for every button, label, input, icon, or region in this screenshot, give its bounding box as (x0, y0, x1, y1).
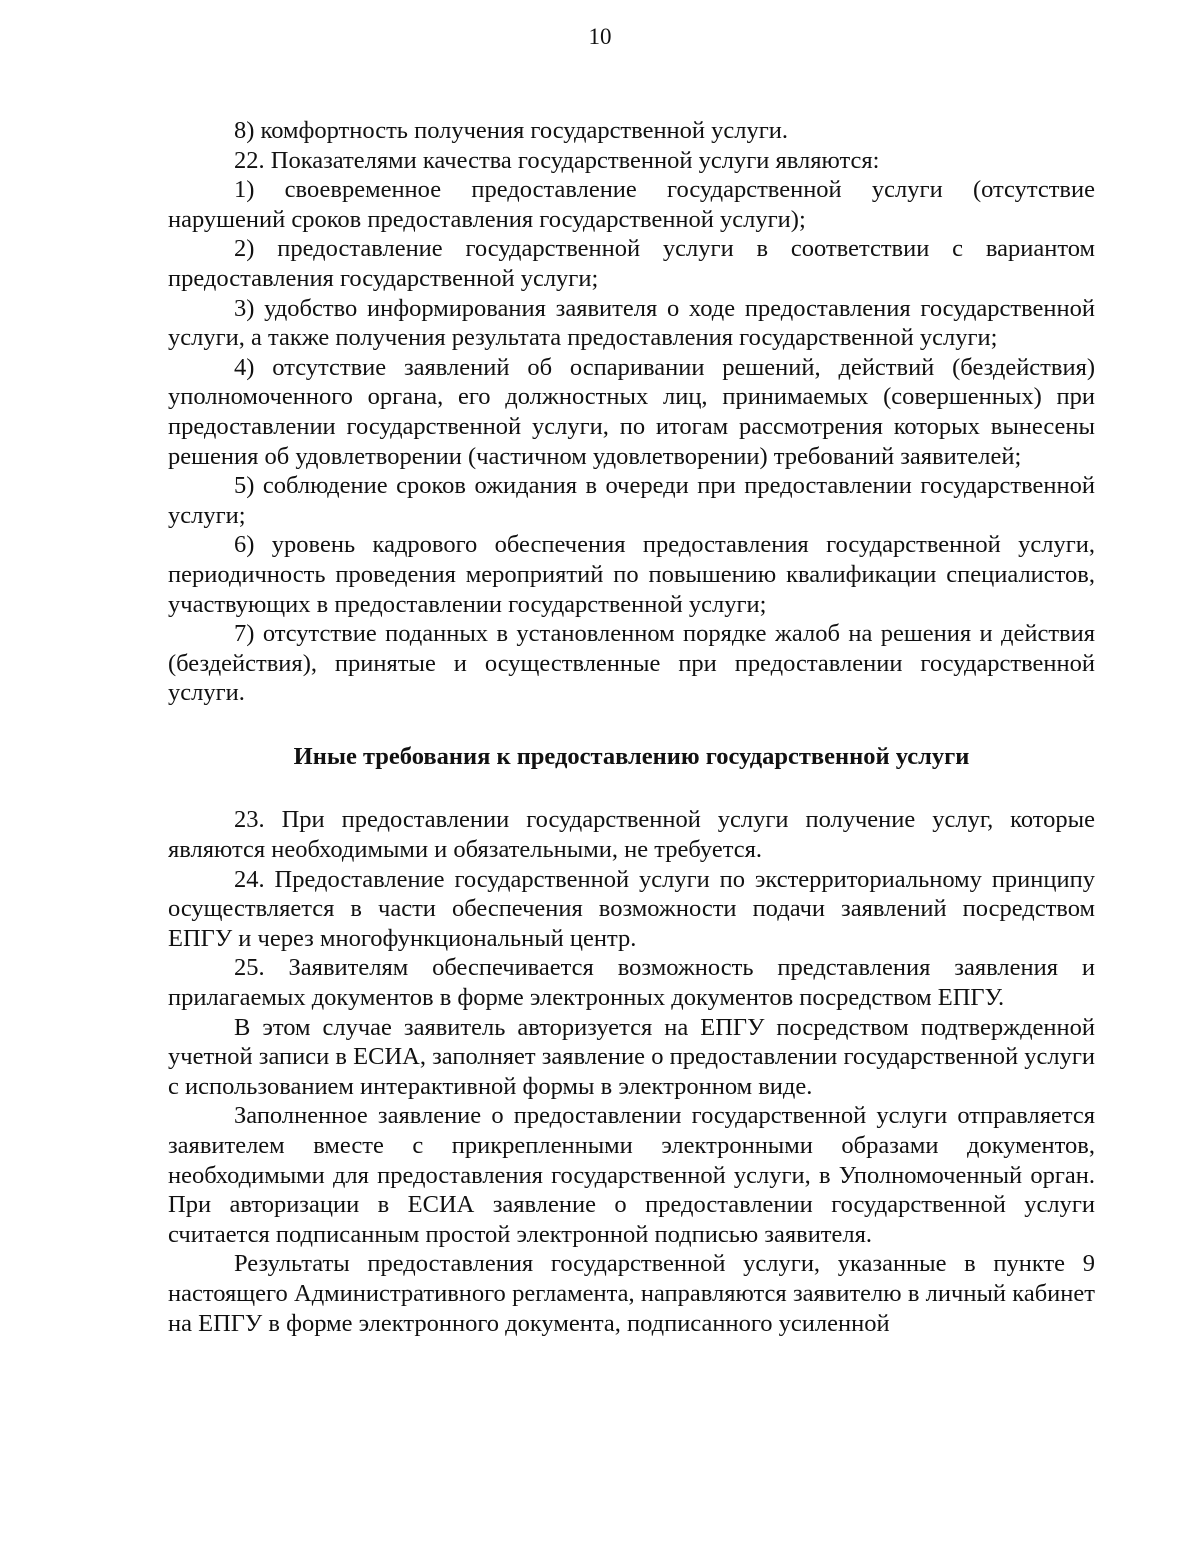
list-item-2: 2) предоставление государственной услуги в соответствии с вариантом предоставления государственной услуги; (168, 235, 1095, 292)
clause-25: 25. Заявителям обеспечивается возможность представления заявления и прилагаемых документов в форме электронных документов посредством ЕПГУ. (168, 954, 1095, 1012)
clause-24: 24. Предоставление государственной услуги по экстерриториальному принципу осуществляется в части обеспечения возможности подачи заявлений посредством ЕПГУ и через многофункциональный центр. (168, 865, 1095, 952)
list-item-6: 6) уровень кадрового обеспечения предоставления государственной услуги, периодичность проведения мероприятий по повышению квалификации специалистов, участвующих в предоставлении государственной услуги; (168, 531, 1095, 618)
clause-22: 22. Показателями качества государственной услуги являются: (234, 146, 880, 174)
list-item-1: 1) своевременное предоставление государственной услуги (отсутствие нарушений сроков предоставления государственной услуги); (168, 176, 1095, 233)
list-item-5: 5) соблюдение сроков ожидания в очереди при предоставлении государственной услуги; (168, 472, 1095, 529)
page-number: 10 (588, 24, 612, 49)
section-heading: Иные требования к предоставлению государственной услуги (293, 742, 970, 770)
paragraph-submission: Заполненное заявление о предоставлении государственной услуги отправляется заявителем вместе с прикрепленными электронными образами документов, необходимыми для предоставления государственной услуги, в Уполномоченный орган. При авторизации в ЕСИА заявление о предоставлении государственной услуги считается подписанным простой электронной подписью заявителя. (168, 1102, 1095, 1248)
list-item-3: 3) удобство информирования заявителя о ходе предоставления государственной услуги, а также получения результата предоставления государственной услуги; (168, 294, 1095, 352)
list-item-4: 4) отсутствие заявлений об оспаривании решений, действий (бездействия) уполномоченного органа, его должностных лиц, принимаемых (совершенных) при предоставлении государственной услуги, по итогам рассмотрения которых вынесены решения об удовлетворении (частичном удовлетворении) требований заявителей; (168, 353, 1095, 470)
paragraph-results: Результаты предоставления государственной услуги, указанные в пункте 9 настоящего Административного регламента, направляются заявителю в личный кабинет на ЕПГУ в форме электронного документа, подписанного усиленной (168, 1250, 1095, 1337)
list-item-7: 7) отсутствие поданных в установленном порядке жалоб на решения и действия (бездействия), принятые и осуществленные при предоставлении государственной услуги. (168, 620, 1095, 707)
paragraph-authorization: В этом случае заявитель авторизуется на ЕПГУ посредством подтвержденной учетной записи в ЕСИА, заполняет заявление о предоставлении государственной услуги с использованием интерактивной формы в электронном виде. (168, 1013, 1095, 1100)
list-item-8: 8) комфортность получения государственной услуги. (234, 117, 789, 144)
document-body (168, 116, 1095, 1338)
clause-23: 23. При предоставлении государственной услуги получение услуг, которые являются необходимыми и обязательными, не требуется. (168, 806, 1095, 864)
